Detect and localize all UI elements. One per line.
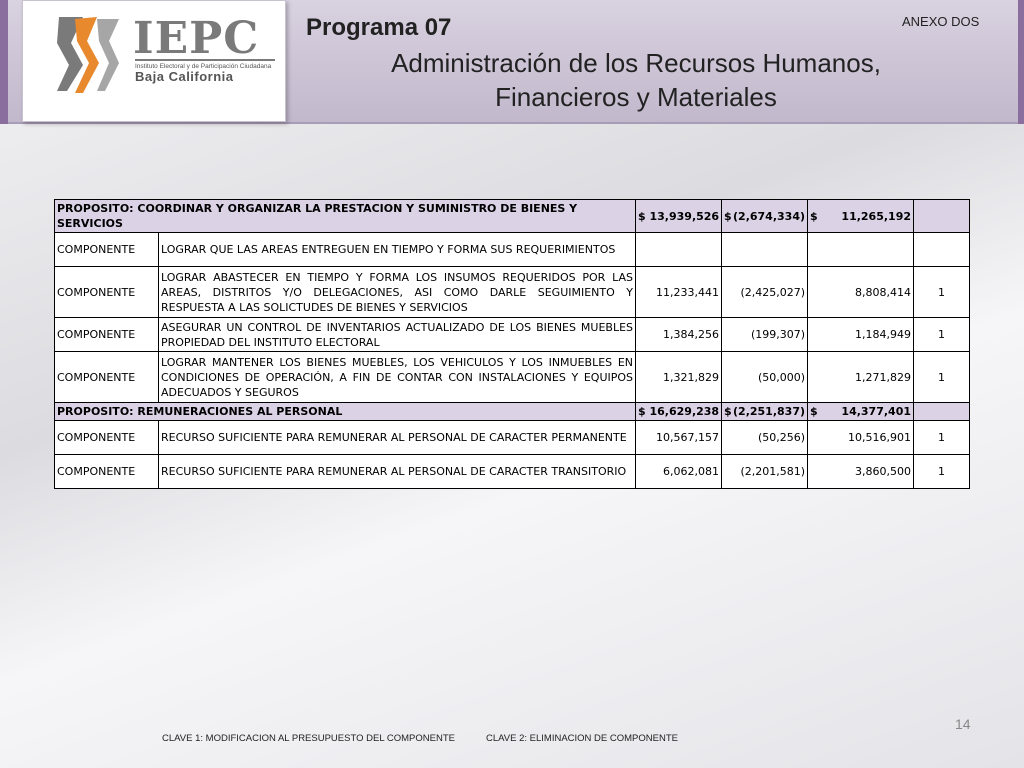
componente-original: 1,321,829 <box>636 352 722 403</box>
componente-modificado: 1,184,949 <box>808 318 914 352</box>
componente-modificacion: (199,307) <box>722 318 808 352</box>
componente-clave: 1 <box>914 455 970 489</box>
program-title: Programa 07 <box>306 14 452 41</box>
currency-symbol: $ <box>724 405 732 418</box>
componente-label: COMPONENTE <box>55 421 159 455</box>
iepc-logo <box>22 0 286 122</box>
componente-description: LOGRAR MANTENER LOS BIENES MUEBLES, LOS VEHICULOS Y LOS INMUEBLES EN CONDICIONES DE OPERACIÓN, A FIN DE CONTAR CON INSTALACIONES Y EQUIPOS ADECUADOS Y SEGUROS <box>159 352 636 403</box>
page-number: 14 <box>955 716 971 732</box>
proposito-modificacion <box>722 403 808 421</box>
table-row <box>55 267 970 318</box>
proposito-label: PROPOSITO: REMUNERACIONES AL PERSONAL <box>55 403 636 421</box>
componente-modificado: 10,516,901 <box>808 421 914 455</box>
componente-description: LOGRAR QUE LAS AREAS ENTREGUEN EN TIEMPO Y FORMA SUS REQUERIMIENTOS <box>159 233 636 267</box>
clave2-note: CLAVE 2: ELIMINACION DE COMPONENTE <box>486 733 678 744</box>
componente-description: LOGRAR ABASTECER EN TIEMPO Y FORMA LOS INSUMOS REQUERIDOS POR LAS AREAS, DISTRITOS Y/O DELEGACIONES, ASI COMO DARLE SEGUIMIENTO Y RESPUESTA A LAS SOLICTUDES DE BIENES Y SERVICIOS <box>159 267 636 318</box>
table-row <box>55 421 970 455</box>
slide-title-line2: Financieros y Materiales <box>495 82 777 112</box>
componente-label: COMPONENTE <box>55 352 159 403</box>
proposito-clave <box>914 200 970 233</box>
proposito-modificacion-value: (2,251,837) <box>733 405 806 418</box>
clave1-note: CLAVE 1: MODIFICACION AL PRESUPUESTO DEL COMPONENTE <box>162 733 455 744</box>
componente-clave: 1 <box>914 421 970 455</box>
componente-original: 10,567,157 <box>636 421 722 455</box>
componente-description: RECURSO SUFICIENTE PARA REMUNERAR AL PERSONAL DE CARACTER PERMANENTE <box>159 421 636 455</box>
proposito-original: $ 16,629,238 <box>636 403 722 421</box>
componente-clave: 1 <box>914 267 970 318</box>
table-row <box>55 318 970 352</box>
componente-original: 1,384,256 <box>636 318 722 352</box>
currency-symbol: $ <box>810 209 818 223</box>
slide-header <box>0 0 1024 124</box>
currency-symbol: $ <box>810 405 818 418</box>
proposito-modificado-value: 14,377,401 <box>841 405 912 418</box>
componente-description: RECURSO SUFICIENTE PARA REMUNERAR AL PERSONAL DE CARACTER TRANSITORIO <box>159 455 636 489</box>
componente-label: COMPONENTE <box>55 267 159 318</box>
anexo-label: ANEXO DOS <box>902 14 980 29</box>
componente-clave <box>914 233 970 267</box>
componente-modificado: 1,271,829 <box>808 352 914 403</box>
logo-text: IEPC <box>133 13 260 64</box>
table-row <box>55 233 970 267</box>
currency-symbol: $ <box>724 209 732 223</box>
logo-subtitle: Instituto Electoral y de Participación Ciudadana <box>135 59 275 70</box>
proposito-modificacion-value: (2,674,334) <box>733 209 806 223</box>
header-accent-bar-right <box>1018 0 1024 124</box>
componente-original: 11,233,441 <box>636 267 722 318</box>
componente-modificacion: (50,000) <box>722 352 808 403</box>
componente-label: COMPONENTE <box>55 318 159 352</box>
table-row <box>55 352 970 403</box>
logo-state: Baja California <box>135 69 234 84</box>
componente-modificado: 8,808,414 <box>808 267 914 318</box>
componente-original <box>636 233 722 267</box>
proposito-row <box>55 403 970 421</box>
componente-modificado: 3,860,500 <box>808 455 914 489</box>
componente-modificacion: (2,425,027) <box>722 267 808 318</box>
header-accent-bar-left <box>0 0 8 124</box>
proposito-modificacion <box>722 200 808 233</box>
table-row <box>55 455 970 489</box>
componente-original: 6,062,081 <box>636 455 722 489</box>
budget-table <box>54 199 970 489</box>
componente-modificacion: (2,201,581) <box>722 455 808 489</box>
proposito-modificado-value: 11,265,192 <box>841 209 912 223</box>
proposito-clave <box>914 403 970 421</box>
componente-label: COMPONENTE <box>55 455 159 489</box>
componente-label: COMPONENTE <box>55 233 159 267</box>
iepc-logo-mark-icon <box>53 13 125 95</box>
componente-modificacion: (50,256) <box>722 421 808 455</box>
proposito-row <box>55 200 970 233</box>
componente-modificado <box>808 233 914 267</box>
slide-title-line1: Administración de los Recursos Humanos, <box>391 48 881 78</box>
componente-description: ASEGURAR UN CONTROL DE INVENTARIOS ACTUALIZADO DE LOS BIENES MUEBLES PROPIEDAD DEL INSTITUTO ELECTORAL <box>159 318 636 352</box>
componente-modificacion <box>722 233 808 267</box>
componente-clave: 1 <box>914 318 970 352</box>
proposito-modificado <box>808 403 914 421</box>
proposito-modificado <box>808 200 914 233</box>
proposito-label: PROPOSITO: COORDINAR Y ORGANIZAR LA PRESTACION Y SUMINISTRO DE BIENES Y SERVICIOS <box>55 200 636 233</box>
proposito-original: $ 13,939,526 <box>636 200 722 233</box>
componente-clave: 1 <box>914 352 970 403</box>
